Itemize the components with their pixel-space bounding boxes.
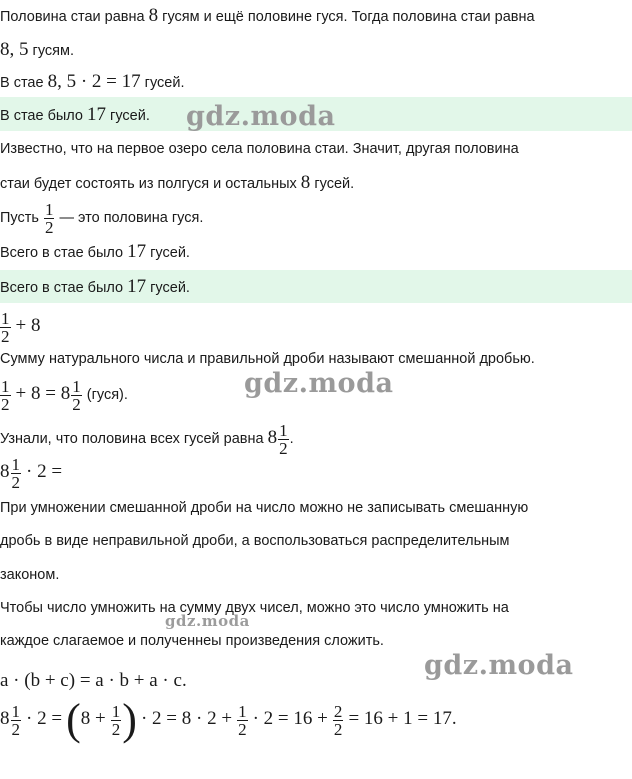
text-line: При умножении смешанной дроби на число можно не записывать смешанную [0, 500, 529, 516]
text: гусей. [146, 245, 190, 261]
text: Узнали, что половина всех гусей равна [0, 431, 268, 447]
text-line: дробь в виде неправильной дроби, а воспользоваться распределительным [0, 533, 510, 549]
text: гусям. [28, 43, 75, 59]
answer-line [0, 277, 190, 298]
math: + 8 [15, 315, 41, 336]
math: 8, 5 · 2 = 17 [47, 71, 141, 92]
math: 8 [0, 708, 10, 729]
text: . [289, 431, 294, 447]
watermark: gdz.moda [165, 612, 250, 630]
text: Половина стаи равна [0, 9, 149, 25]
text: — это половина гуся. [55, 210, 204, 226]
fraction: $\frac{1}{2}$ [44, 199, 54, 237]
formula-line [0, 374, 128, 415]
watermark: gdz.moda [186, 101, 336, 132]
text-line: Известно, что на первое озеро села половина стаи. Значит, другая половина [0, 141, 519, 157]
text-line [0, 198, 203, 238]
fraction: $\frac{2}{2}$ [333, 701, 343, 739]
formula-line [0, 306, 41, 347]
math: 8 [300, 172, 311, 193]
answer-line [0, 105, 150, 126]
text-line [0, 72, 185, 93]
fraction: $\frac{1}{2}$ [11, 701, 20, 739]
text: В стае было [0, 108, 88, 124]
math: 8 + [80, 708, 106, 729]
math: 8 [0, 461, 10, 482]
fraction: $\frac{1}{2}$ [1, 308, 10, 346]
text: Всего в стае было [0, 280, 128, 296]
math: + 8 = 8 [15, 383, 71, 404]
text: гусей. [146, 280, 190, 296]
math: 17 [127, 241, 147, 262]
math: 8, 5 [0, 39, 29, 60]
fraction: $\frac{1}{2}$ [238, 701, 247, 739]
formula-line [0, 696, 457, 743]
math: 17 [127, 276, 147, 297]
text: гусей. [140, 75, 185, 91]
text-line: Чтобы число умножить на сумму двух чисел, можно это число умножить на [0, 600, 509, 616]
text: гусей. [106, 108, 150, 124]
text-line [0, 6, 535, 27]
math: = 16 + 1 = 17. [348, 708, 457, 729]
text: В стае [0, 75, 48, 91]
text-line [0, 242, 190, 263]
formula-line [0, 452, 62, 493]
math: 17 [87, 104, 107, 125]
fraction: $\frac{1}{2}$ [1, 376, 10, 414]
fraction: $\frac{1}{2}$ [72, 376, 81, 414]
fraction: $\frac{1}{2}$ [279, 420, 288, 458]
math: · 2 = [26, 461, 63, 482]
math: · 2 = [26, 708, 63, 729]
text-line: Сумму натурального числа и правильной дроби называют смешанной дробью. [0, 351, 535, 367]
left-paren: ( [66, 695, 81, 745]
text: гусям и ещё половине гуся. Тогда половина стаи равна [158, 9, 535, 25]
math: 8 [148, 5, 159, 26]
text: стаи будет состоять из полгуся и остальных [0, 176, 301, 192]
watermark: gdz.moda [424, 650, 574, 681]
text-line: каждое слагаемое и полученнеы произведения сложить. [0, 633, 384, 649]
text-line: законом. [0, 567, 60, 583]
text: (гуся). [86, 387, 128, 403]
math: · 2 = 16 + [252, 708, 328, 729]
text-line [0, 40, 74, 61]
formula-line: a · (b + c) = a · b + a · c. [0, 670, 187, 691]
text: Всего в стае было [0, 245, 128, 261]
math: · 2 = 8 · 2 + [140, 708, 233, 729]
text-line [0, 173, 354, 194]
text: гусей. [310, 176, 355, 192]
watermark: gdz.moda [244, 368, 394, 399]
fraction: $\frac{1}{2}$ [111, 701, 121, 739]
text: Пусть [0, 210, 43, 226]
fraction: $\frac{1}{2}$ [11, 454, 20, 492]
right-paren: ) [122, 695, 137, 745]
math: 8 [267, 427, 278, 448]
